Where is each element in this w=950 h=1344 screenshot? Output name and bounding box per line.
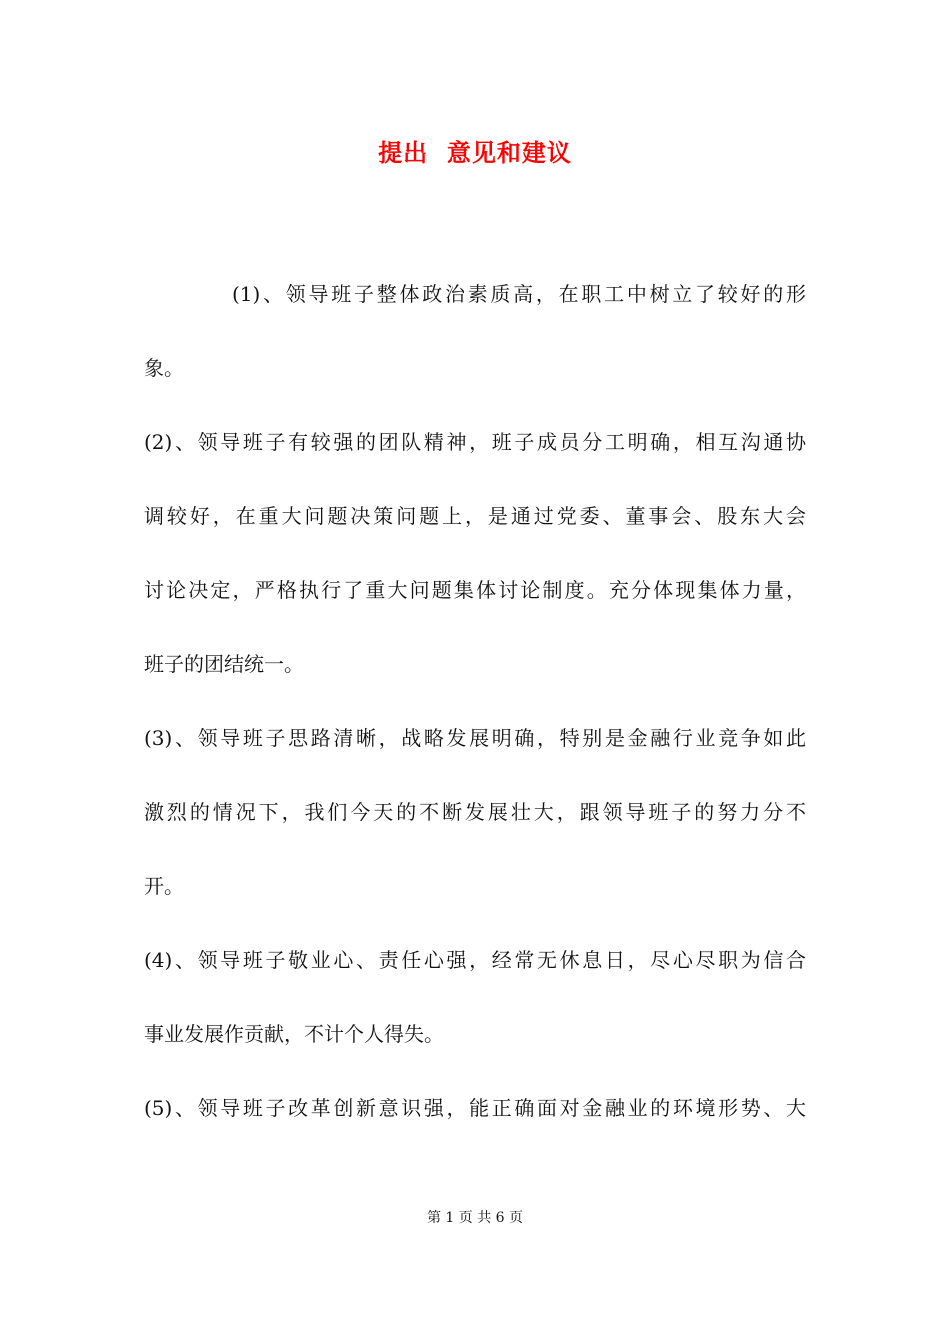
paragraph-line: 调较好，在重大问题决策问题上，是通过党委、董事会、股东大会 [144,504,806,528]
paragraph-line: 开。 [144,874,184,898]
document-body [144,276,806,1164]
document-title: 提出 意见和建议 [378,139,572,167]
paragraph-line: (1)、领导班子整体政治素质高，在职工中树立了较好的形 [232,282,806,306]
paragraph-line: 激烈的情况下，我们今天的不断发展壮大，跟领导班子的努力分不 [144,800,806,824]
paragraph-line: (4)、领导班子敬业心、责任心强，经常无休息日，尽心尽职为信合 [144,948,806,972]
paragraph-line: 班子的团结统一。 [144,652,304,676]
page-number-footer: 第 1 页 共 6 页 [426,1210,524,1226]
paragraph-line: 讨论决定，严格执行了重大问题集体讨论制度。充分体现集体力量， [144,578,806,602]
paragraph-line: 事业发展作贡献，不计个人得失。 [144,1022,444,1046]
paragraph-line: (3)、领导班子思路清晰，战略发展明确，特别是金融行业竞争如此 [144,726,806,750]
paragraph-line: (2)、领导班子有较强的团队精神，班子成员分工明确，相互沟通协 [144,430,806,454]
paragraph-line: 象。 [144,356,184,380]
paragraph-line: (5)、领导班子改革创新意识强，能正确面对金融业的环境形势、大 [144,1096,806,1120]
